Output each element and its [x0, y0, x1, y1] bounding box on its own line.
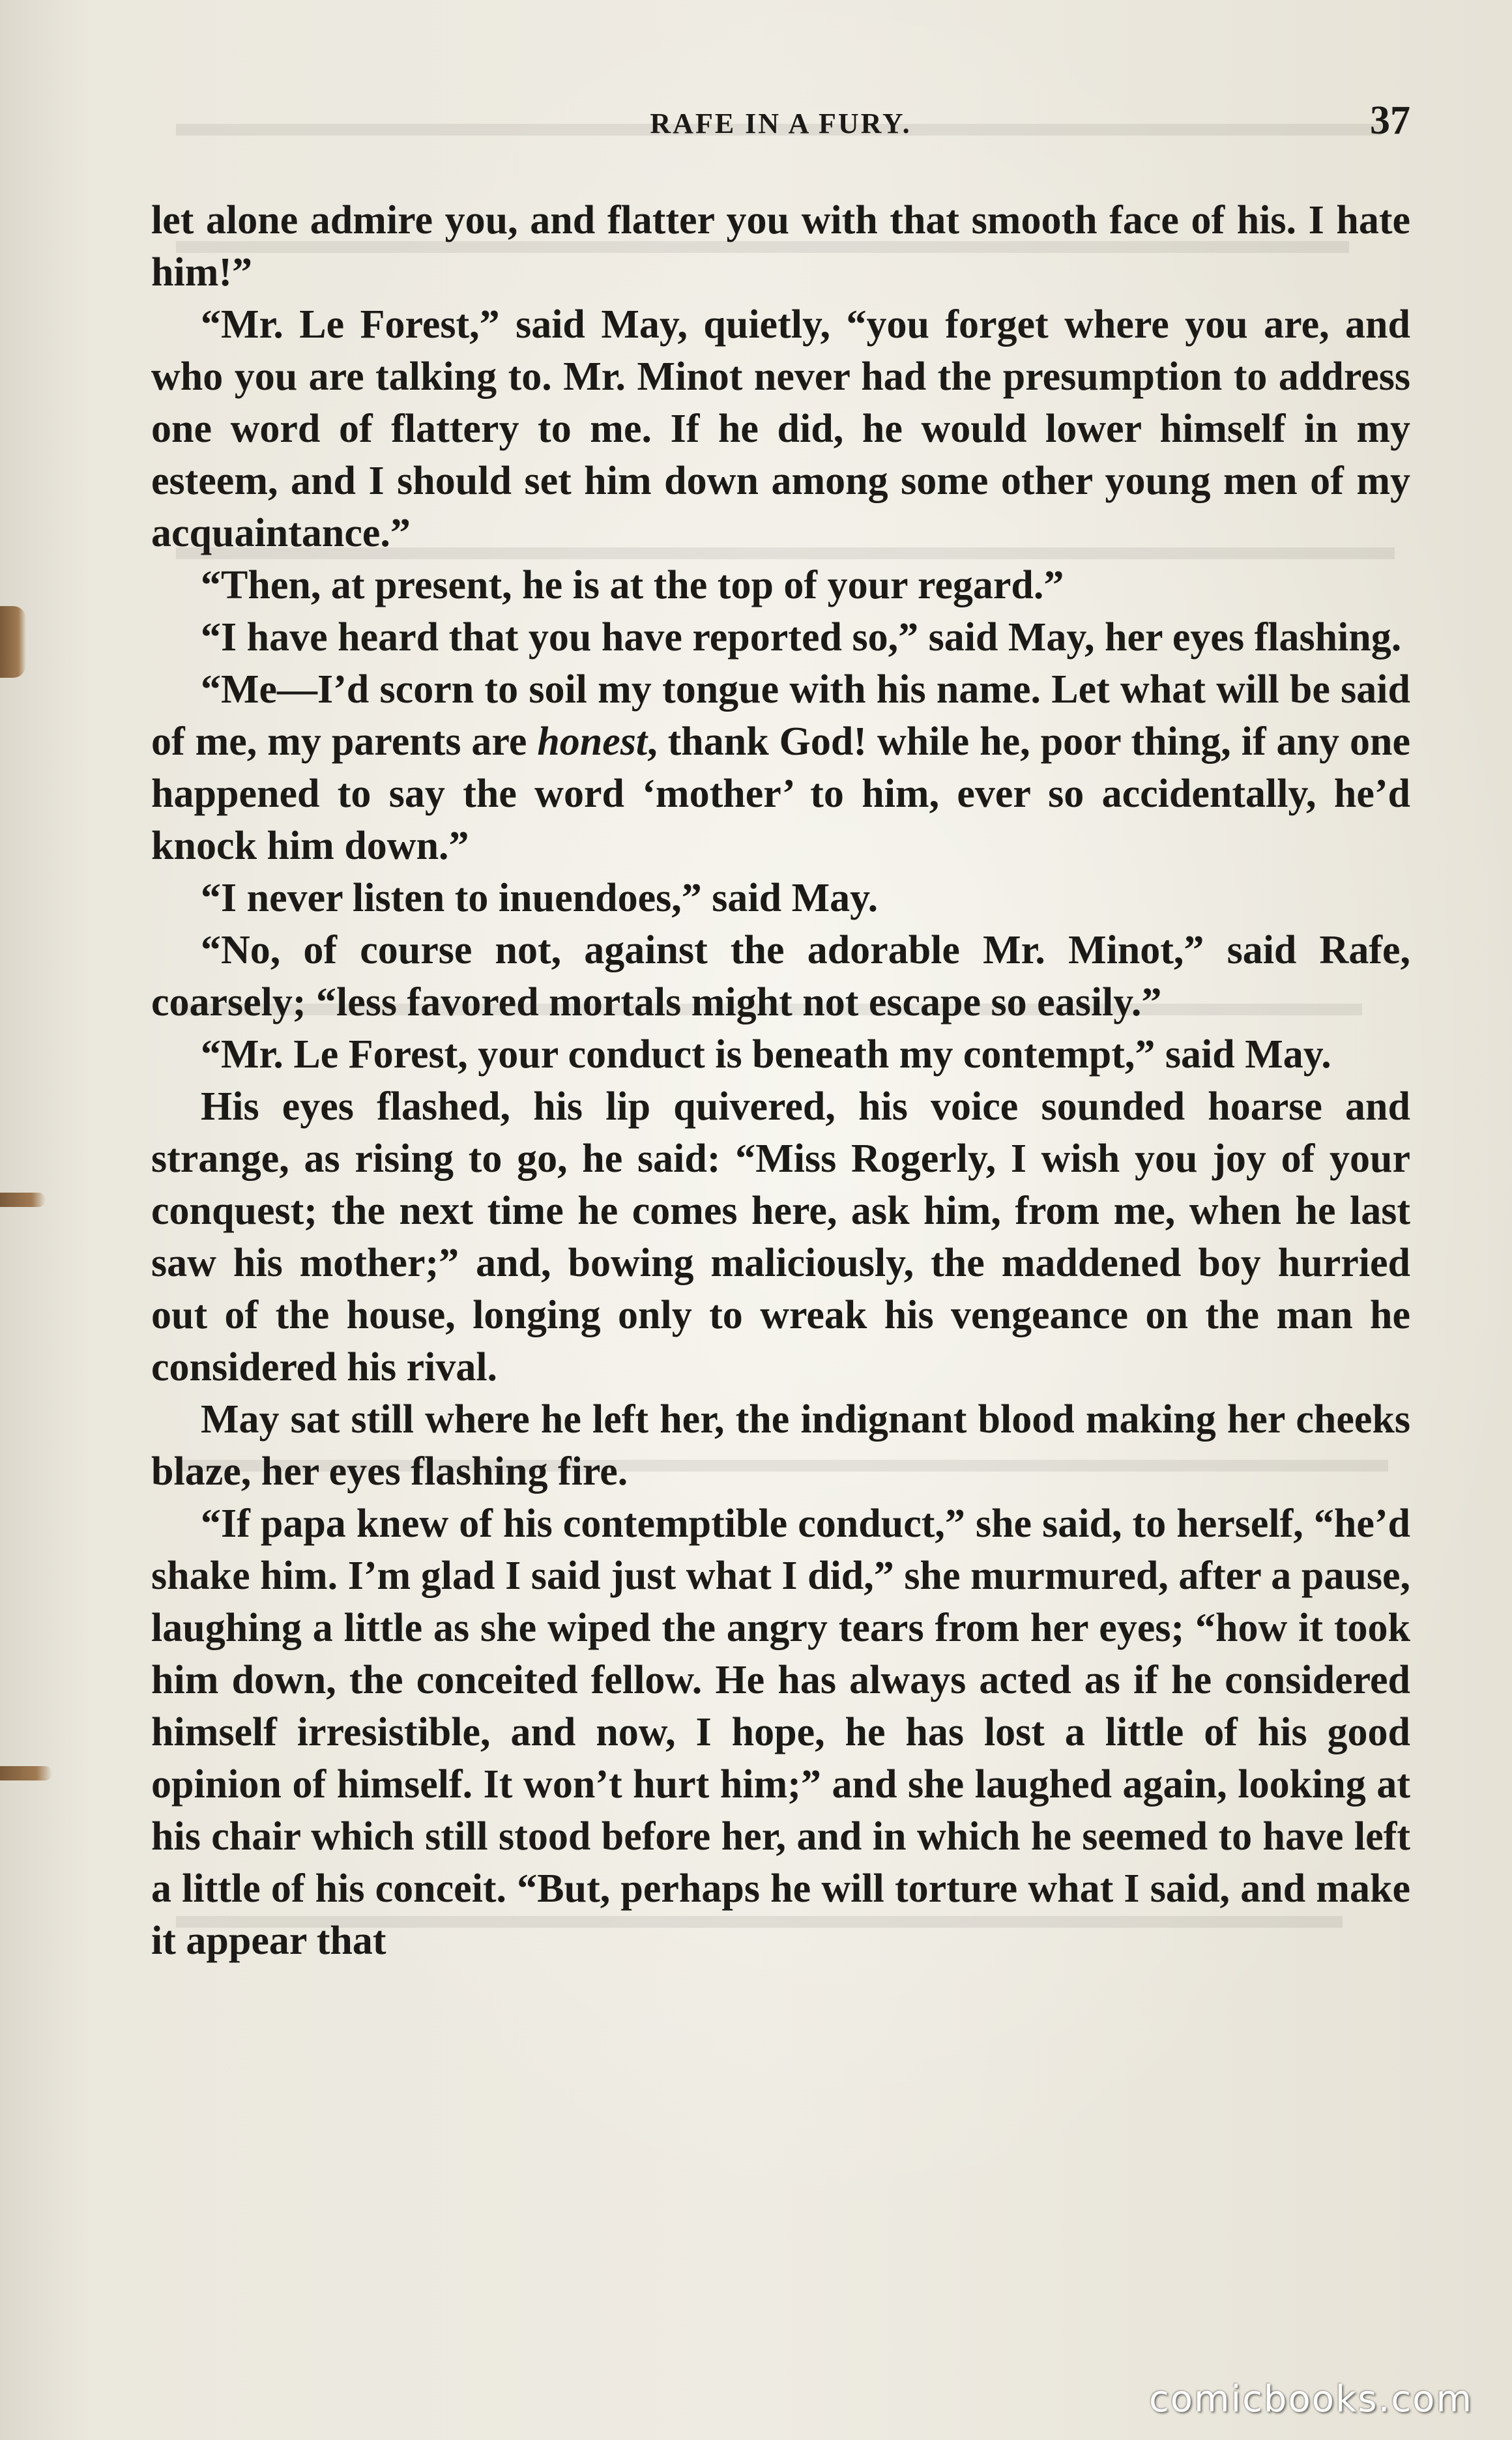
paragraph: “No, of course not, against the adorable Mr. Minot,” said Rafe, coarsely; “less favored mortals might not escape so easily.”: [151, 928, 1410, 1024]
paragraph: “Mr. Le Forest,” said May, quietly, “you forget where you are, and who you are talking to. Mr. Minot never had the presumption to address one word of flattery to me. If he did, he would lower himself in my esteem, and I should set him down among some other young men of my acquaintance.”: [151, 302, 1410, 555]
paragraph: “Me—I’d scorn to soil my tongue with his name. Let what will be said of me, my parents are honest, thank God! while he, poor thing, if any one happened to say the word ‘mother’ to him, ever so accidentally, he’d knock him down.”: [151, 667, 1410, 868]
paragraph: “I have heard that you have reported so,” said May, her eyes flashing.: [201, 615, 1402, 660]
page-number: 37: [1370, 98, 1410, 143]
paragraph: “I never listen to inuendoes,” said May.: [201, 876, 879, 920]
paragraph: let alone admire you, and flatter you with that smooth face of his. I hate him!”: [151, 198, 1410, 295]
binding-thread-mark: [0, 606, 26, 678]
binding-thread-mark: [0, 1766, 52, 1780]
paragraph: “Then, at present, he is at the top of your regard.”: [201, 563, 1064, 607]
body-text: [151, 194, 1410, 1967]
paragraph: May sat still where he left her, the indignant blood making her cheeks blaze, her eyes flashing fire.: [151, 1397, 1410, 1494]
paragraph: “If papa knew of his contemptible conduct,” she said, to herself, “he’d shake him. I’m glad I said just what I did,” she murmured, after a pause, laughing a little as she wiped the angry tears from her eyes; “how it took him down, the conceited fellow. He has always acted as if he considered himself irresistible, and now, I hope, he has lost a little of his good opinion of himself. It won’t hurt him;” and she laughed again, looking at his chair which still stood before her, and in which he seemed to have left a little of his conceit. “But, perhaps he will torture what I said, and make it appear that: [151, 1502, 1410, 1963]
binding-thread-mark: [0, 1193, 46, 1207]
running-head: RAFE IN A FURY.: [650, 108, 912, 139]
paragraph: His eyes flashed, his lip quivered, his voice sounded hoarse and strange, as rising to go, he said: “Miss Rogerly, I wish you joy of your conquest; the next time he comes here, ask him, from me, when he last saw his mother;” and, bowing maliciously, the maddened boy hurried out of the house, longing only to wreak his vengeance on the man he considered his rival.: [151, 1084, 1410, 1389]
watermark: comicbooks.com: [1148, 2378, 1473, 2420]
paragraph: “Mr. Le Forest, your conduct is beneath my contempt,” said May.: [201, 1032, 1331, 1077]
page-header: [151, 98, 1410, 150]
emphasized-word: honest: [537, 719, 648, 764]
